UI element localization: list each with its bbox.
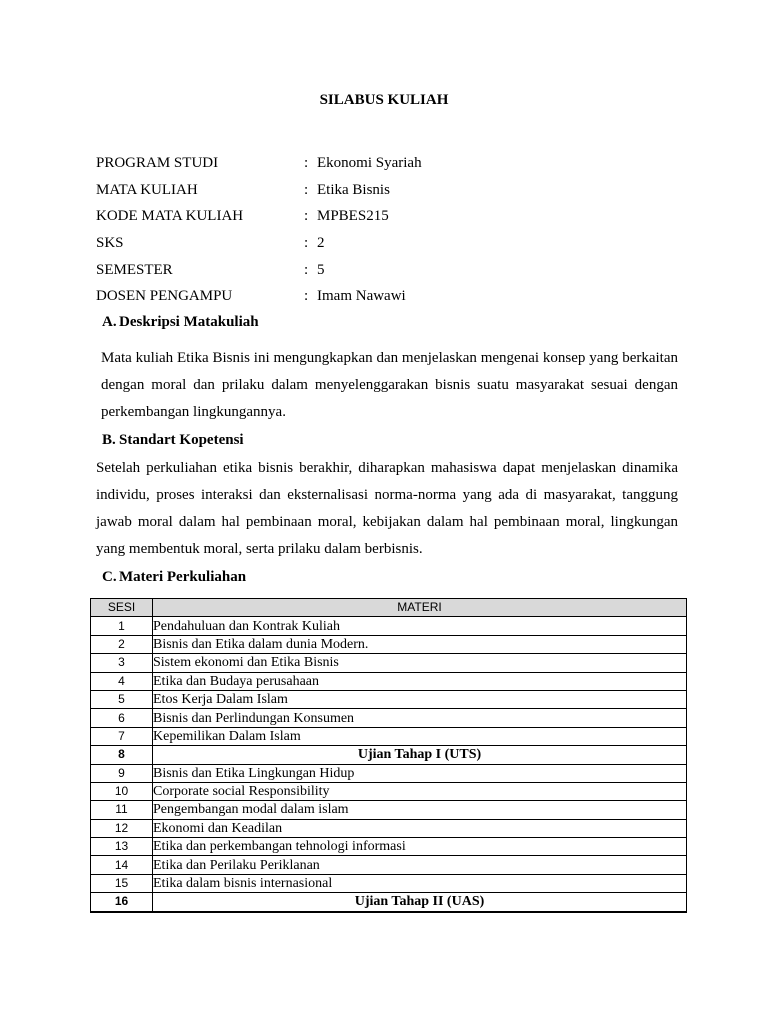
sesi-header: SESI bbox=[91, 599, 153, 617]
course-info bbox=[96, 150, 422, 310]
info-label: DOSEN PENGAMPU bbox=[96, 288, 233, 305]
sesi-cell: 15 bbox=[91, 874, 153, 892]
sesi-cell: 7 bbox=[91, 727, 153, 745]
info-label: SEMESTER bbox=[96, 261, 173, 278]
document-title: SILABUS KULIAH bbox=[319, 92, 449, 108]
info-label: PROGRAM STUDI bbox=[96, 155, 219, 171]
table-row bbox=[91, 617, 687, 635]
sesi-cell: 10 bbox=[91, 782, 153, 800]
table-row bbox=[91, 801, 687, 819]
sesi-cell: 12 bbox=[91, 819, 153, 837]
info-label: MATA KULIAH bbox=[96, 181, 198, 198]
table-row bbox=[91, 672, 687, 690]
info-label: SKS bbox=[96, 235, 124, 252]
info-value: Etika Bisnis bbox=[317, 181, 390, 198]
table-row bbox=[91, 856, 687, 874]
info-row bbox=[96, 177, 422, 204]
sesi-cell: 2 bbox=[91, 635, 153, 653]
sesi-cell: 16 bbox=[91, 893, 153, 912]
materi-cell: Corporate social Responsibility bbox=[153, 782, 687, 800]
table-row bbox=[91, 690, 687, 708]
section-b-title: Standart Kopetensi bbox=[119, 432, 244, 448]
section-a-title: Deskripsi Matakuliah bbox=[119, 314, 259, 330]
sesi-cell: 8 bbox=[91, 746, 153, 764]
materi-cell: Bisnis dan Perlindungan Konsumen bbox=[153, 709, 687, 727]
materi-cell: Etika dan Perilaku Periklanan bbox=[153, 856, 687, 874]
info-value: 2 bbox=[317, 235, 325, 252]
info-row bbox=[96, 203, 422, 230]
table-row bbox=[91, 874, 687, 892]
info-value: Ekonomi Syariah bbox=[317, 155, 422, 171]
sesi-cell: 14 bbox=[91, 856, 153, 874]
materi-table bbox=[90, 598, 687, 913]
table-row bbox=[91, 727, 687, 745]
section-c-letter: C. bbox=[102, 569, 117, 585]
info-colon: : bbox=[304, 208, 309, 225]
info-value: 5 bbox=[317, 261, 325, 278]
info-row bbox=[96, 230, 422, 257]
sesi-cell: 3 bbox=[91, 654, 153, 672]
table-row bbox=[91, 838, 687, 856]
competency-text: Setelah perkuliahan etika bisnis berakhir, diharapkan mahasiswa dapat menjelaskan dinamika individu, proses interaksi dan eksternalisasi norma-norma yang ada di masyarakat, tanggung jawab moral dalam hal pembinaan moral, kebijakan dalam hal pembinaan moral, lingkungan yang membentuk moral, serta prilaku dalam berbisnis. bbox=[96, 460, 678, 557]
info-row bbox=[96, 257, 422, 284]
materi-cell: Ekonomi dan Keadilan bbox=[153, 819, 687, 837]
materi-cell: Pendahuluan dan Kontrak Kuliah bbox=[153, 617, 687, 635]
materi-header: MATERI bbox=[153, 599, 687, 617]
materi-cell: Bisnis dan Etika Lingkungan Hidup bbox=[153, 764, 687, 782]
table-header-row bbox=[91, 599, 687, 617]
info-row bbox=[96, 150, 422, 177]
info-value: Imam Nawawi bbox=[317, 288, 406, 305]
table-row bbox=[91, 635, 687, 653]
section-c-title: Materi Perkuliahan bbox=[119, 569, 247, 585]
materi-cell: Sistem ekonomi dan Etika Bisnis bbox=[153, 654, 687, 672]
info-label: KODE MATA KULIAH bbox=[96, 208, 244, 225]
sesi-cell: 9 bbox=[91, 764, 153, 782]
info-colon: : bbox=[304, 288, 309, 305]
table-row bbox=[91, 746, 687, 764]
sesi-cell: 6 bbox=[91, 709, 153, 727]
info-colon: : bbox=[304, 261, 309, 278]
sesi-cell: 4 bbox=[91, 672, 153, 690]
info-value: MPBES215 bbox=[317, 208, 389, 225]
materi-cell: Pengembangan modal dalam islam bbox=[153, 801, 687, 819]
table-row bbox=[91, 893, 687, 912]
materi-cell: Etos Kerja Dalam Islam bbox=[153, 690, 687, 708]
materi-cell: Kepemilikan Dalam Islam bbox=[153, 727, 687, 745]
section-b-letter: B. bbox=[102, 432, 116, 448]
section-a-letter: A. bbox=[102, 314, 117, 330]
table-row bbox=[91, 709, 687, 727]
table-row bbox=[91, 819, 687, 837]
course-description: Mata kuliah Etika Bisnis ini mengungkapkan dan menjelaskan mengenai konsep yang berkaitan dengan moral dan prilaku dalam menyelenggarakan bisnis suatu masyarakat sesuai dengan perkembangan lingkungannya. bbox=[101, 350, 678, 420]
info-row bbox=[96, 283, 422, 310]
sesi-cell: 5 bbox=[91, 690, 153, 708]
table-row bbox=[91, 654, 687, 672]
section-c-heading bbox=[102, 569, 246, 586]
materi-cell: Etika dan Budaya perusahaan bbox=[153, 672, 687, 690]
info-colon: : bbox=[304, 181, 309, 198]
section-b-heading bbox=[102, 432, 244, 449]
table-row bbox=[91, 764, 687, 782]
materi-cell: Ujian Tahap II (UAS) bbox=[153, 893, 687, 912]
materi-cell: Etika dalam bisnis internasional bbox=[153, 874, 687, 892]
materi-cell: Ujian Tahap I (UTS) bbox=[153, 746, 687, 764]
materi-cell: Bisnis dan Etika dalam dunia Modern. bbox=[153, 635, 687, 653]
sesi-cell: 1 bbox=[91, 617, 153, 635]
info-colon: : bbox=[304, 235, 309, 252]
sesi-cell: 11 bbox=[91, 801, 153, 819]
section-a-heading bbox=[102, 314, 259, 331]
sesi-cell: 13 bbox=[91, 838, 153, 856]
materi-cell: Etika dan perkembangan tehnologi informasi bbox=[153, 838, 687, 856]
table-row bbox=[91, 782, 687, 800]
info-colon: : bbox=[304, 155, 309, 171]
